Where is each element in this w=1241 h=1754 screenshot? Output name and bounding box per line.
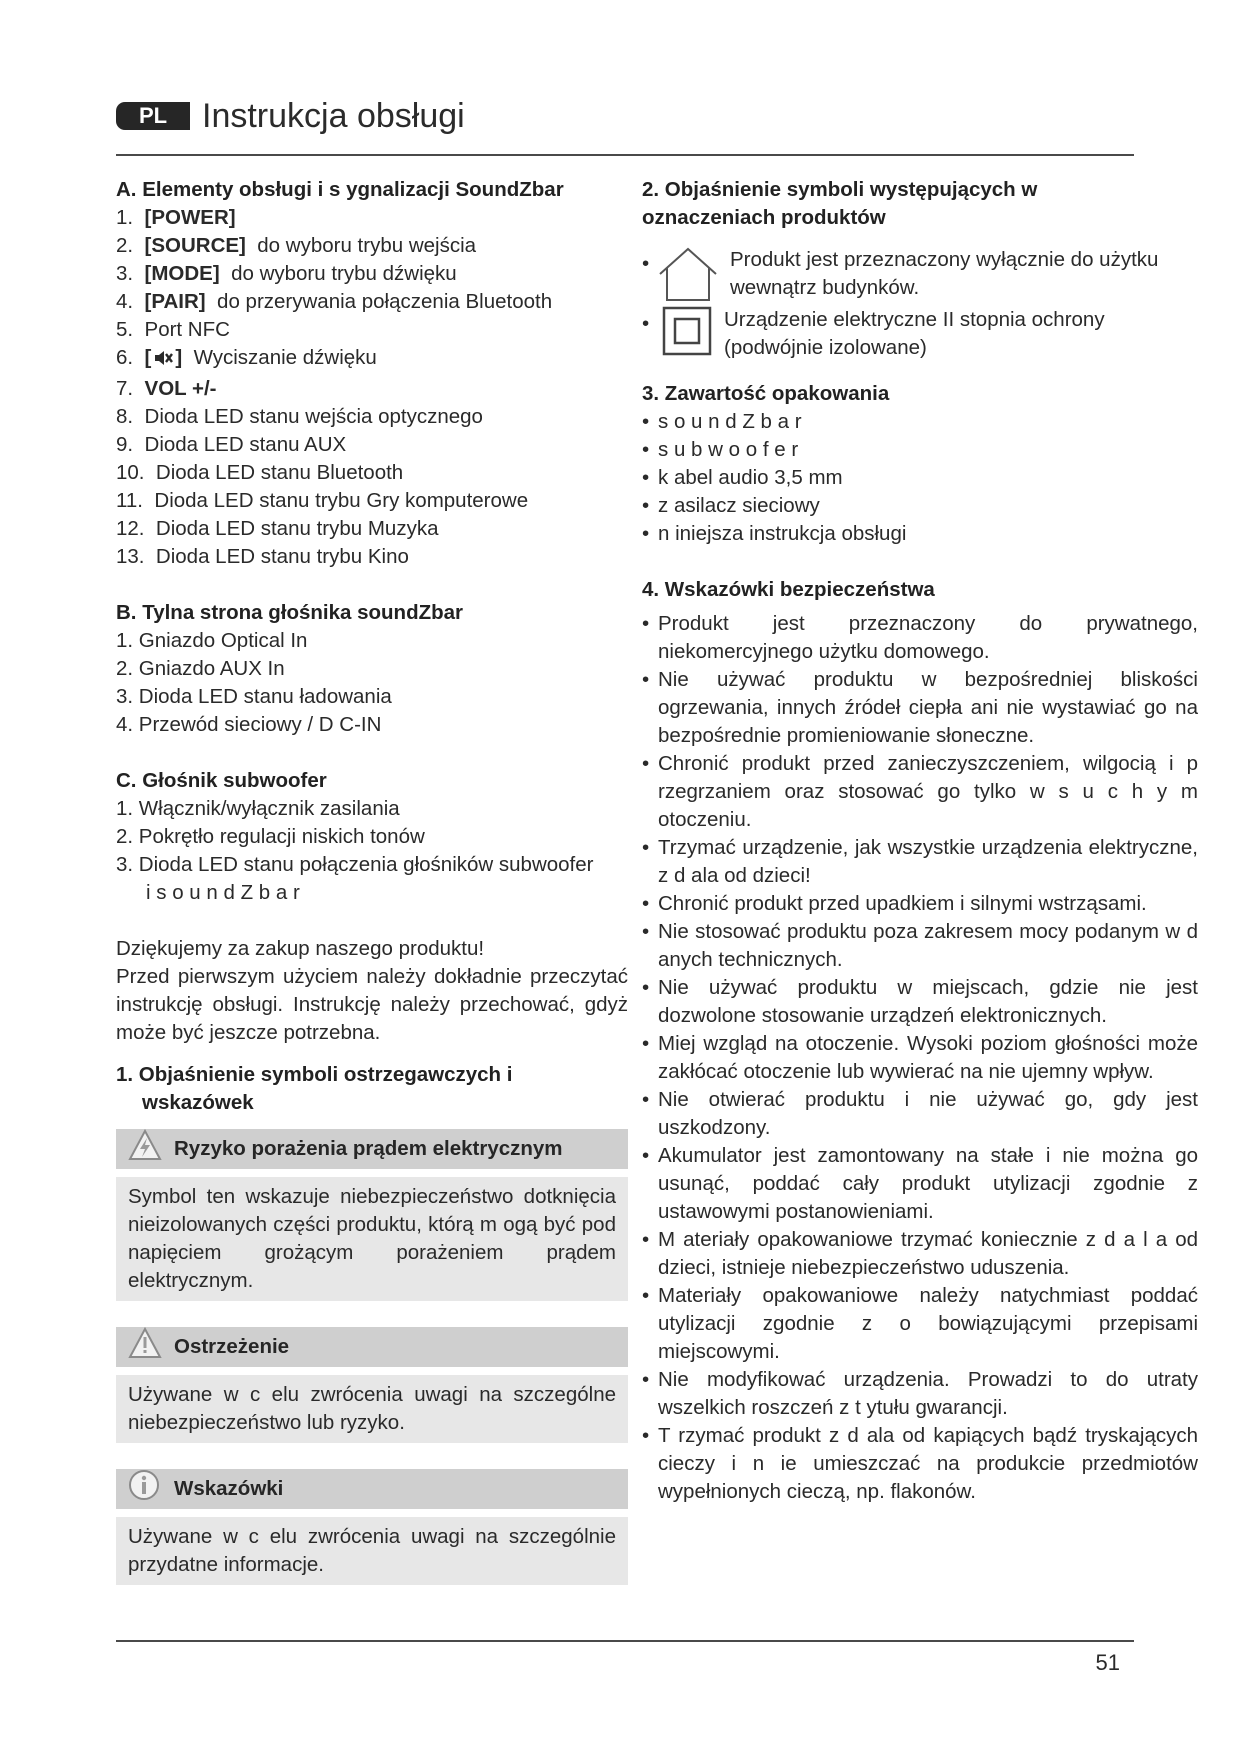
list-item: 6. [ ] Wyciszanie dźwięku bbox=[116, 344, 628, 375]
list-item: • Produkt jest przeznaczony do prywatnego, niekomercyjnego użytku domowego. bbox=[642, 612, 1198, 663]
double-square-icon bbox=[662, 306, 712, 364]
list-item: • s u b w o o f e r bbox=[642, 438, 799, 461]
warning-body: Używane w c elu zwrócenia uwagi na szczególne niebezpieczeństwo lub ryzyko. bbox=[116, 1375, 628, 1443]
house-icon bbox=[656, 246, 720, 310]
indoor-use-symbol-row: • Produkt jest przeznaczony wyłącznie do użytku wewnątrz budynków. bbox=[642, 246, 1198, 306]
list-item: 2. Pokrętło regulacji niskich tonów bbox=[116, 825, 425, 848]
section-c-title: C. Głośnik subwoofer bbox=[116, 769, 327, 792]
page-header bbox=[116, 96, 1134, 156]
info-icon bbox=[128, 1469, 160, 1509]
list-item: • Nie stosować produktu poza zakresem mocy podanym w d anych technicznych. bbox=[642, 920, 1198, 971]
list-item: • Nie modyfikować urządzenia. Prowadzi to do utraty wszelkich roszczeń z t ytułu gwarancji. bbox=[642, 1368, 1198, 1419]
mute-icon bbox=[153, 347, 173, 375]
list-item: 12. Dioda LED stanu trybu Muzyka bbox=[116, 517, 439, 540]
lightning-warning-icon bbox=[128, 1129, 162, 1169]
list-item: • M ateriały opakowaniowe trzymać koniecznie z d a l a od dzieci, istnieje niebezpieczeństwo uduszenia. bbox=[642, 1228, 1198, 1279]
language-badge: PL bbox=[116, 102, 190, 130]
list-item: 5. Port NFC bbox=[116, 318, 230, 341]
list-item: 3. [MODE] do wyboru trybu dźwięku bbox=[116, 262, 457, 285]
section-3-list bbox=[642, 408, 1198, 548]
page-number: 51 bbox=[1095, 1650, 1120, 1675]
list-item: 13. Dioda LED stanu trybu Kino bbox=[116, 545, 409, 568]
list-item: 4. Przewód sieciowy / D C-IN bbox=[116, 713, 382, 736]
left-column bbox=[116, 176, 628, 1585]
list-item: • z asilacz sieciowy bbox=[642, 494, 820, 517]
class-2-symbol-row: • Urządzenie elektryczne II stopnia ochrony (podwójnie izolowane) bbox=[642, 306, 1198, 366]
list-item: 2. [SOURCE] do wyboru trybu wejścia bbox=[116, 234, 477, 257]
section-c-list bbox=[116, 795, 628, 907]
list-item: 9. Dioda LED stanu AUX bbox=[116, 433, 347, 456]
list-item: • Chronić produkt przed upadkiem i silnymi wstrząsami. bbox=[642, 892, 1147, 915]
header-divider bbox=[116, 154, 1134, 156]
list-item: • n iniejsza instrukcja obsługi bbox=[642, 522, 907, 545]
list-item: • Nie używać produktu w bezpośredniej bliskości ogrzewania, innych źródeł ciepła ani nie wystawiać go na bezpośrednie promieniowanie słoneczne. bbox=[642, 668, 1198, 747]
section-b-list bbox=[116, 627, 628, 739]
list-item: • Trzymać urządzenie, jak wszystkie urządzenia elektryczne, z d ala od dzieci! bbox=[642, 836, 1198, 887]
section-3-title: 3. Zawartość opakowania bbox=[642, 382, 890, 405]
list-item: • k abel audio 3,5 mm bbox=[642, 466, 843, 489]
section-4-title: 4. Wskazówki bezpieczeństwa bbox=[642, 578, 935, 601]
list-item: 11. Dioda LED stanu trybu Gry komputerowe bbox=[116, 489, 529, 512]
list-item: • T rzymać produkt z d ala od kapiących bądź tryskających cieczy i n ie umieszczać na produkcie przedmiotów wypełnionych cieczą, np. flakonów. bbox=[642, 1424, 1198, 1503]
list-item: • Akumulator jest zamontowany na stałe i nie można go usunąć, poddać cały produkt utylizacji zgodnie z ustawowymi postanowieniami. bbox=[642, 1144, 1198, 1223]
list-item-continuation: i s o u n d Z b a r bbox=[146, 881, 300, 904]
right-column bbox=[642, 176, 1198, 1506]
list-item: • Materiały opakowaniowe należy natychmiast poddać utylizacji zgodnie z o bowiązującymi przepisami miejscowymi. bbox=[642, 1284, 1198, 1363]
section-a-list bbox=[116, 204, 628, 571]
section-2-title: 2. Objaśnienie symboli występujących w oznaczeniach produktów bbox=[642, 178, 1038, 229]
list-item: 10. Dioda LED stanu Bluetooth bbox=[116, 461, 404, 484]
list-item: 1. Gniazdo Optical In bbox=[116, 629, 308, 652]
list-item: 4. [PAIR] do przerywania połączenia Bluetooth bbox=[116, 290, 553, 313]
list-item: 8. Dioda LED stanu wejścia optycznego bbox=[116, 405, 483, 428]
list-item: 1. [POWER] bbox=[116, 206, 236, 229]
intro-instructions: Przed pierwszym użyciem należy dokładnie przeczytać instrukcję obsługi. Instrukcję należy przechować, gdyż może być jeszcze potrzebna. bbox=[116, 965, 628, 1044]
tips-body: Używane w c elu zwrócenia uwagi na szczególnie przydatne informacje. bbox=[116, 1517, 628, 1585]
list-item: • Chronić produkt przed zanieczyszczeniem, wilgocią i p rzegrzaniem oraz stosować go tylko w s u c h y m otoczeniu. bbox=[642, 752, 1198, 831]
intro-thanks: Dziękujemy za zakup naszego produktu! bbox=[116, 937, 485, 960]
list-item: • Nie używać produktu w miejscach, gdzie nie jest dozwolone stosowanie urządzeń elektronicznych. bbox=[642, 976, 1198, 1027]
list-item: 1. Włącznik/wyłącznik zasilania bbox=[116, 797, 400, 820]
warning-triangle-icon bbox=[128, 1327, 162, 1367]
shock-warning-body: Symbol ten wskazuje niebezpieczeństwo dotknięcia nieizolowanych części produktu, którą m ogą być pod napięciem grożącym porażeniem prądem elektrycznym. bbox=[116, 1177, 628, 1301]
list-item: 3. Dioda LED stanu ładowania bbox=[116, 685, 392, 708]
shock-warning-title: Ryzyko porażenia prądem elektrycznym bbox=[116, 1129, 628, 1169]
footer-divider bbox=[116, 1640, 1134, 1642]
list-item: • Miej wzgląd na otoczenie. Wysoki poziom głośności może zakłócać otoczenie lub wywierać na nie ujemny wpływ. bbox=[642, 1032, 1198, 1083]
section-1-title: 1. Objaśnienie symboli ostrzegawczych i wskazówek bbox=[116, 1063, 513, 1114]
tips-title: Wskazówki bbox=[116, 1469, 628, 1509]
list-item: 2. Gniazdo AUX In bbox=[116, 657, 285, 680]
list-item: • Nie otwierać produktu i nie używać go, gdy jest uszkodzony. bbox=[642, 1088, 1198, 1139]
section-a-title: A. Elementy obsługi i s ygnalizacji SoundZbar bbox=[116, 178, 564, 201]
list-item: • s o u n d Z b a r bbox=[642, 410, 802, 433]
section-b-title: B. Tylna strona głośnika soundZbar bbox=[116, 601, 464, 624]
section-4-list bbox=[642, 610, 1198, 1506]
warning-title: Ostrzeżenie bbox=[116, 1327, 628, 1367]
list-item: 3. Dioda LED stanu połączenia głośników subwoofer bbox=[116, 853, 594, 876]
page-title: Instrukcja obsługi bbox=[202, 97, 465, 135]
list-item: 7. VOL +/- bbox=[116, 377, 217, 400]
